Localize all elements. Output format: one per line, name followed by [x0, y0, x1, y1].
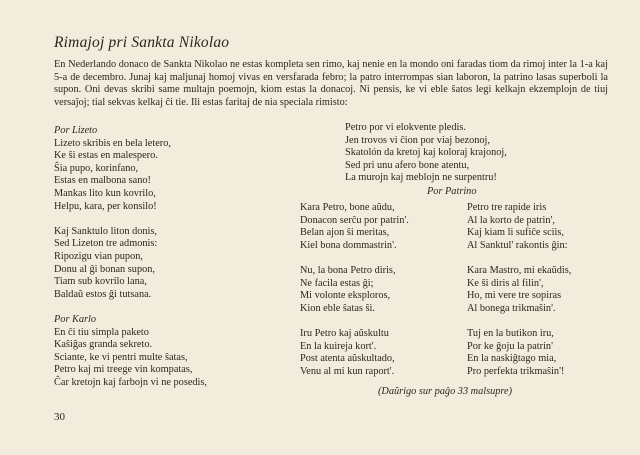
poem-column-middle [345, 122, 507, 185]
poem-line: Mankas lito kun kovrilo, [54, 187, 156, 199]
poem-line: En la naskiĝtago mia, [467, 353, 557, 365]
poem-line: Venu al mi kun raport'. [300, 365, 395, 377]
poem-line: Kaj kiam li sufiĉe sciis, [467, 227, 564, 239]
poem-line: Belan ajon ŝi meritas, [300, 227, 390, 239]
section-heading-por-patrino: Por Patrino [427, 186, 477, 197]
stanza-gap [300, 252, 409, 265]
poem-line: Ŝia pupo, korinfano, [54, 162, 139, 174]
poem-line: Kaj Sanktulo liton donis, [54, 225, 157, 237]
poem-line: Post atenta aŭskultado, [300, 353, 395, 365]
poem-line: Ripozigu vian pupon, [54, 250, 143, 262]
poem-line: En ĉi tiu simpla paketo [54, 326, 149, 338]
poem-line: Sed Lizeton tre admonis: [54, 238, 158, 250]
poem-line: Kaŝiĝas granda sekreto. [54, 339, 153, 351]
poem-line: Por ke ĝoju la patrin' [467, 340, 553, 352]
stanza-gap [300, 315, 409, 328]
stanza-gap [467, 252, 571, 265]
poem-line: Lizeto skribis en bela letero, [54, 137, 171, 149]
poem-line: Kara Petro, bone aŭdu, [300, 202, 395, 213]
poem-line: Petro tre rapide iris [467, 202, 547, 213]
poem-stanzas-right [467, 202, 571, 378]
poem-stanzas-left [300, 202, 409, 378]
poem-line: Ke ŝi diris al filin', [467, 277, 544, 289]
poem-line: Tuj en la butikon iru, [467, 327, 554, 339]
poem-line: Tiam sub kovrilo lana, [54, 276, 147, 288]
stanza-gap [54, 301, 207, 314]
poem-line: Iru Petro kaj aŭskultu [300, 327, 389, 339]
intro-paragraph: En Nederlando donaco de Sankta Nikolao ne estas kompleta sen rimo, kaj nenie en la mondo oni faradas tiom da rimoj inter la 1-a kaj 5-a de decembro. Junaj kaj maljunaj homoj vivas en versfarada febro; la patro interrompas sian laboron, la patrino lasas superboli la supon. Oni devas skribi same multajn poemojn, kiom estas la donacoj. Ni pensis, ke vi eble ŝatos legi kelkajn ekzemplojn de tiuj versaĵoj; tial sekvas kelkaj ĉi tie. Ili estas faritaj de nia speciala rimisto: [54, 59, 608, 108]
poem-line: Ĉar kretojn kaj farbojn vi ne posedis, [54, 376, 207, 388]
poem-line: Kara Mastro, mi ekaŭdis, [467, 264, 572, 276]
poem-line: Al Sanktul' rakontis ĝin: [467, 239, 568, 251]
poem-line: Sciante, ke vi pentri multe ŝatas, [54, 351, 188, 363]
poem-line: Kiel bona dommastrin'. [300, 239, 397, 251]
poem-line: Petro por vi elokvente pledis. [345, 122, 466, 133]
continuation-note: (Daŭrigo sur paĝo 33 malsupre) [378, 386, 513, 397]
poem-line: Baldaŭ estos ĝi tutsana. [54, 288, 152, 300]
poem-heading: Por Karlo [54, 313, 97, 325]
poem-line: Ne facila estas ĝi; [300, 277, 374, 289]
page-title: Rimajoj pri Sankta Nikolao [54, 34, 230, 51]
poem-line: Mi volonte eksploros, [300, 290, 391, 302]
poem-line: Nu, la bona Petro diris, [300, 264, 396, 276]
poem-heading: Por Lizeto [54, 125, 98, 136]
poem-line: Sed pri unu afero bone atentu, [345, 159, 470, 171]
poem-line: Jen trovos vi ĉion por viaj bezonoj, [345, 134, 490, 146]
poem-line: Donacon serĉu por patrin'. [300, 214, 409, 226]
poem-line: Ho, mi vere tre sopiras [467, 290, 562, 302]
poem-line: Petro kaj mi treege vin kompatas, [54, 364, 193, 376]
poem-line: Helpu, kara, per konsilo! [54, 200, 157, 212]
poem-line: La murojn kaj meblojn ne surpentru! [345, 172, 497, 184]
poem-line: En la kuireja kort'. [300, 340, 377, 352]
poem-line: Estas en malbona sano! [54, 175, 151, 187]
page-number: 30 [54, 411, 65, 423]
stanza-gap [467, 315, 571, 328]
poem-line: Al bonega trikmaŝin'. [467, 302, 556, 314]
poem-line: Al la korto de patrin', [467, 214, 555, 226]
poem-line: Donu al ĝi bonan supon, [54, 263, 155, 275]
poem-column-left [54, 125, 207, 389]
poem-line: Skatolón da kretoj kaj koloraj krajonoj, [345, 147, 507, 159]
poem-line: Kion eble ŝatas ŝi. [300, 302, 375, 314]
poem-line: Ke ŝi estas en malespero. [54, 150, 158, 162]
stanza-gap [54, 213, 207, 226]
poem-line: Pro perfekta trikmaŝin'! [467, 365, 565, 377]
